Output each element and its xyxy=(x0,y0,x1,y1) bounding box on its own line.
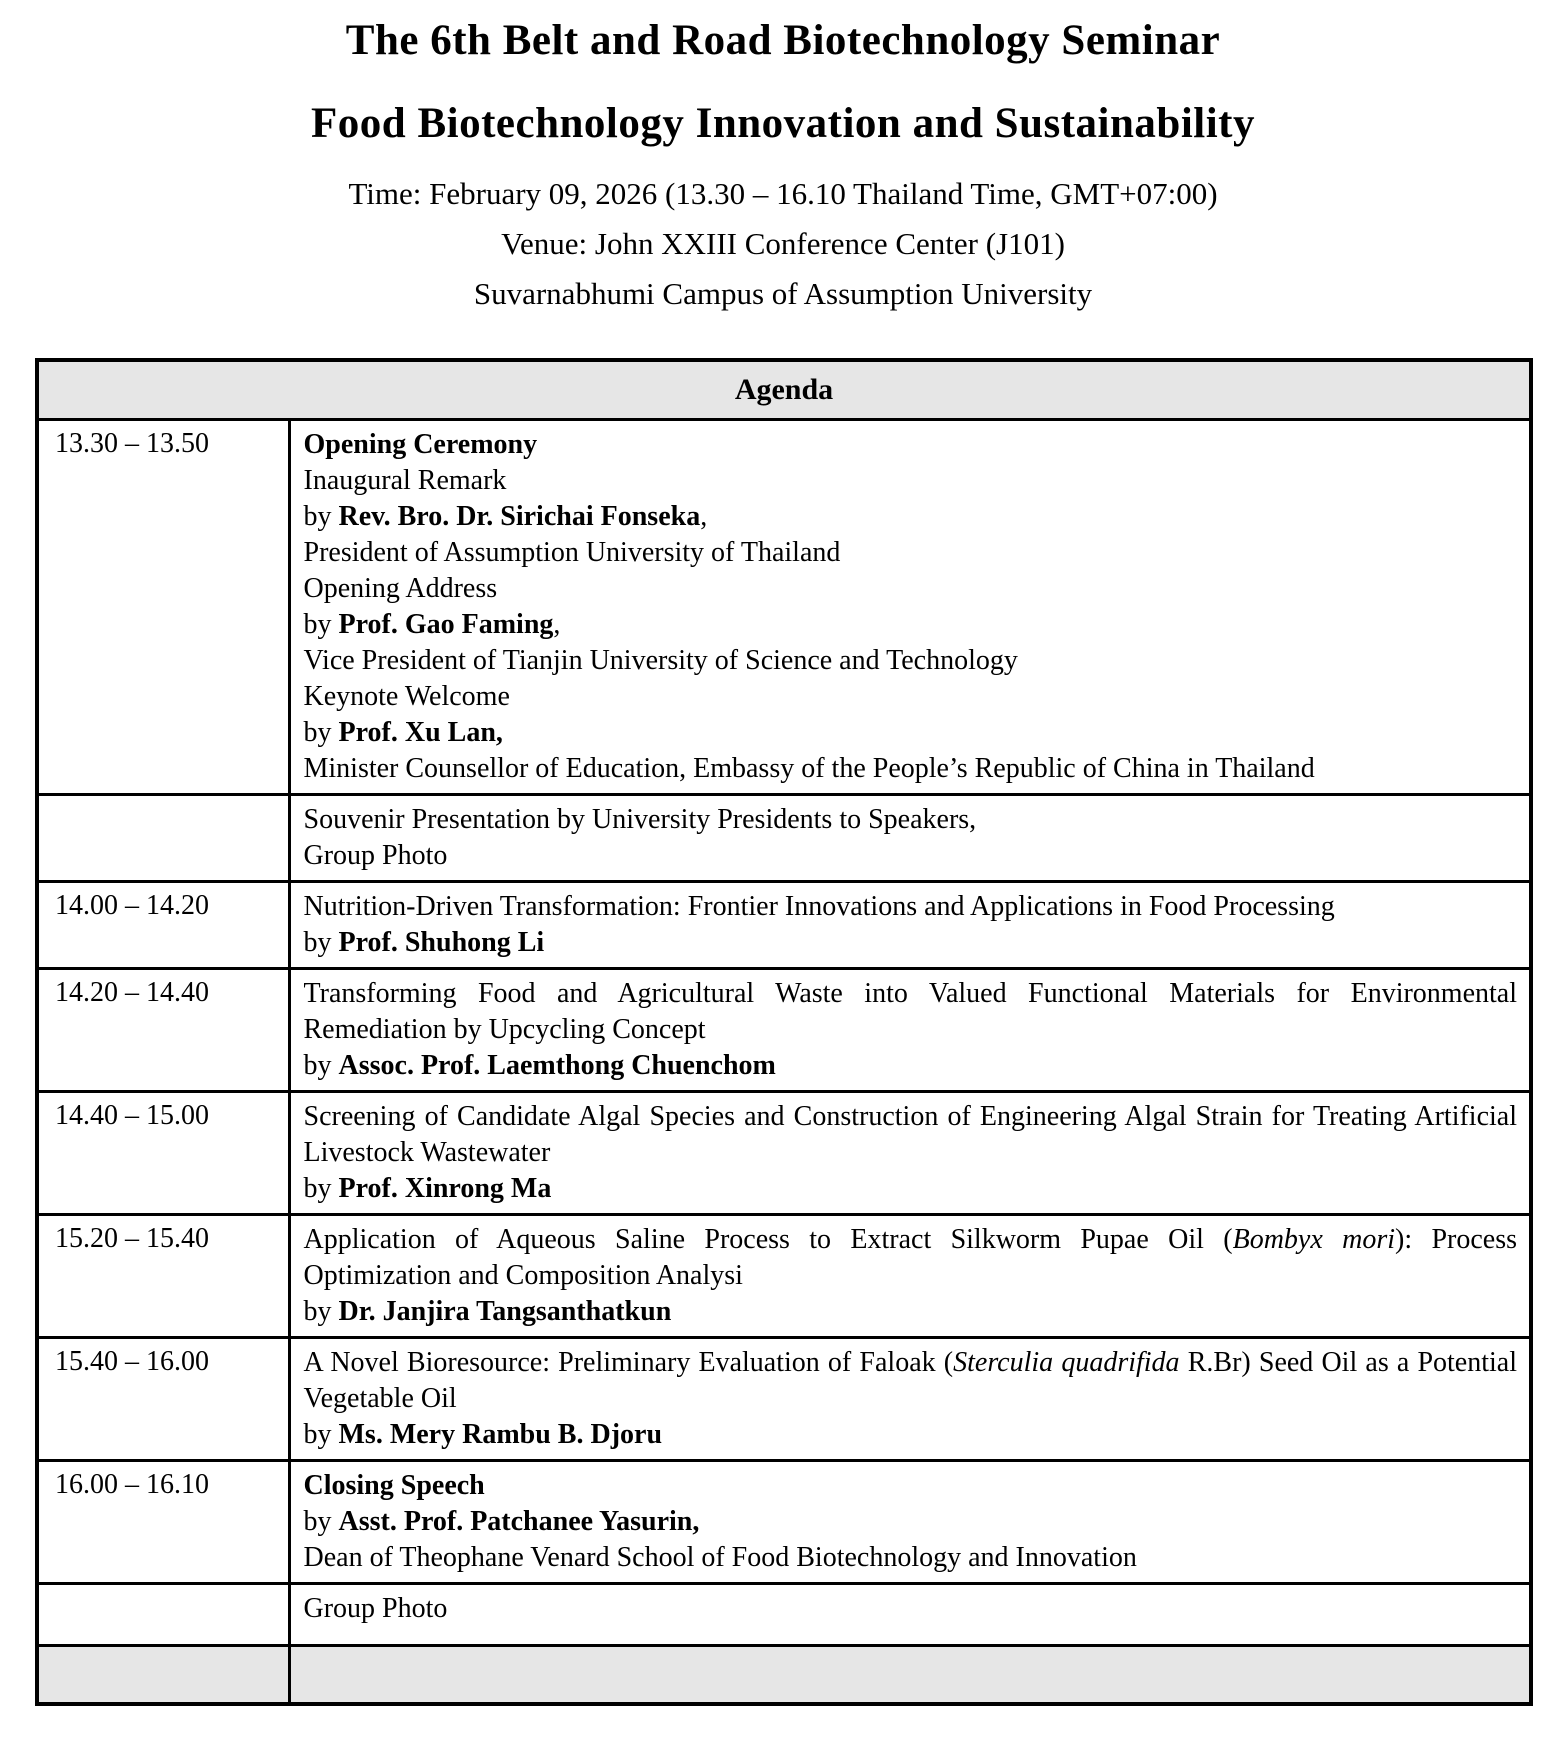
agenda-line xyxy=(304,679,1518,715)
agenda-header-cell: Agenda xyxy=(37,360,1531,420)
agenda-text-segment: , xyxy=(700,501,708,532)
agenda-text-segment: by xyxy=(303,609,339,640)
agenda-text-segment: by xyxy=(303,1050,339,1081)
agenda-line xyxy=(304,1171,1518,1207)
time-cell: 14.00 – 14.20 xyxy=(37,882,289,969)
agenda-text-segment: Sterculia quadrifida xyxy=(953,1347,1180,1378)
agenda-text-segment: Bombyx mori xyxy=(1232,1224,1396,1255)
agenda-text-segment: Prof. Gao Faming xyxy=(338,609,554,640)
agenda-text-segment: A Novel Bioresource: Preliminary Evaluation of Faloak ( xyxy=(303,1347,954,1378)
agenda-text-segment: Screening of Candidate Algal Species and Construction of Engineering Algal Strain for Treating Artificial Livestock Wastewater xyxy=(303,1101,1517,1168)
agenda-text-segment: President of Assumption University of Thailand xyxy=(303,537,841,568)
time-cell: 15.40 – 16.00 xyxy=(37,1338,289,1461)
agenda-line xyxy=(304,889,1518,925)
table-row xyxy=(37,1092,1531,1215)
agenda-text-segment: Vice President of Tianjin University of Science and Technology xyxy=(303,645,1018,676)
table-row xyxy=(37,420,1531,795)
table-row xyxy=(37,1215,1531,1338)
agenda-text-segment: Inaugural Remark xyxy=(303,465,507,496)
agenda-line xyxy=(304,976,1518,1048)
content-cell xyxy=(289,882,1531,969)
agenda-text-segment: Minister Counsellor of Education, Embassy of the People’s Republic of China in Thailand xyxy=(303,753,1315,784)
agenda-line xyxy=(304,838,1518,874)
table-row xyxy=(37,969,1531,1092)
agenda-text-segment: by xyxy=(303,1173,339,1204)
time-cell xyxy=(37,795,289,882)
agenda-line xyxy=(304,925,1518,961)
agenda-line xyxy=(304,1591,1518,1627)
time-cell xyxy=(37,1646,289,1704)
event-venue-line: Venue: John XXIII Conference Center (J101) xyxy=(501,226,1065,261)
agenda-line xyxy=(304,1345,1518,1417)
document-title: The 6th Belt and Road Biotechnology Seminar xyxy=(345,17,1221,64)
agenda-text-segment: Prof. Shuhong Li xyxy=(338,927,545,958)
agenda-line xyxy=(304,1099,1518,1171)
table-row xyxy=(37,795,1531,882)
agenda-text-segment: Keynote Welcome xyxy=(303,681,510,712)
content-cell xyxy=(289,1461,1531,1584)
agenda-text-segment: Rev. Bro. Dr. Sirichai Fonseka xyxy=(338,501,701,532)
agenda-text-segment: Opening Ceremony xyxy=(303,429,538,460)
agenda-text-segment: Application of Aqueous Saline Process to Extract Silkworm Pupae Oil ( xyxy=(303,1224,1233,1255)
document-header xyxy=(0,16,1566,312)
agenda-text-segment: Souvenir Presentation by University Presidents to Speakers, xyxy=(303,804,977,835)
time-cell: 13.30 – 13.50 xyxy=(37,420,289,795)
time-cell: 16.00 – 16.10 xyxy=(37,1461,289,1584)
content-cell xyxy=(289,1584,1531,1646)
agenda-text-segment: Prof. Xinrong Ma xyxy=(338,1173,552,1204)
agenda-text-segment: by xyxy=(303,1506,339,1537)
document-subtitle: Food Biotechnology Innovation and Sustainability xyxy=(311,100,1255,147)
agenda-line xyxy=(304,1222,1518,1294)
agenda-line xyxy=(304,1048,1518,1084)
agenda-line xyxy=(304,715,1518,751)
agenda-text-segment: by xyxy=(303,501,339,532)
agenda-text-segment: Transforming Food and Agricultural Waste into Valued Functional Materials for Environmental Remediation by Upcycling Concept xyxy=(303,978,1517,1045)
agenda-text-segment: Group Photo xyxy=(303,1593,448,1624)
agenda-line xyxy=(304,1504,1518,1540)
table-row xyxy=(37,1461,1531,1584)
table-row xyxy=(37,1584,1531,1646)
agenda-line xyxy=(304,643,1518,679)
agenda-text-segment: , xyxy=(553,609,561,640)
agenda-text-segment: by xyxy=(303,717,339,748)
agenda-text-segment: Asst. Prof. Patchanee Yasurin, xyxy=(338,1506,700,1537)
content-cell xyxy=(289,1092,1531,1215)
content-cell xyxy=(289,969,1531,1092)
agenda-text-segment: Prof. Xu Lan, xyxy=(338,717,503,748)
agenda-line xyxy=(304,1540,1518,1576)
agenda-text-segment: Opening Address xyxy=(303,573,498,604)
agenda-line xyxy=(304,463,1518,499)
content-cell xyxy=(289,1646,1531,1704)
agenda-line xyxy=(304,1294,1518,1330)
table-row xyxy=(37,1646,1531,1704)
agenda-body xyxy=(37,420,1531,1704)
content-cell xyxy=(289,795,1531,882)
agenda-line xyxy=(304,802,1518,838)
agenda-text-segment: Closing Speech xyxy=(303,1470,485,1501)
table-row xyxy=(37,1338,1531,1461)
content-cell xyxy=(289,1215,1531,1338)
event-time-line: Time: February 09, 2026 (13.30 – 16.10 Thailand Time, GMT+07:00) xyxy=(348,176,1218,211)
agenda-text-segment: Ms. Mery Rambu B. Djoru xyxy=(338,1419,663,1450)
document-page xyxy=(0,16,1566,1754)
agenda-text-segment: Assoc. Prof. Laemthong Chuenchom xyxy=(338,1050,776,1081)
time-cell: 14.20 – 14.40 xyxy=(37,969,289,1092)
event-campus-line: Suvarnabhumi Campus of Assumption University xyxy=(473,276,1093,311)
agenda-text-segment: by xyxy=(303,927,339,958)
content-cell xyxy=(289,420,1531,795)
agenda-text-segment: by xyxy=(303,1296,339,1327)
agenda-line xyxy=(304,571,1518,607)
content-cell xyxy=(289,1338,1531,1461)
agenda-line xyxy=(304,751,1518,787)
agenda-line xyxy=(304,1468,1518,1504)
agenda-line xyxy=(304,535,1518,571)
agenda-line xyxy=(304,607,1518,643)
agenda-text-segment: by xyxy=(303,1419,339,1450)
agenda-text-segment: Dr. Janjira Tangsanthatkun xyxy=(338,1296,672,1327)
time-cell: 15.20 – 15.40 xyxy=(37,1215,289,1338)
agenda-text-segment: Nutrition-Driven Transformation: Frontier Innovations and Applications in Food Processing xyxy=(303,891,1335,922)
agenda-text-segment: R.Br) Seed Oil as a Potential Vegetable Oil xyxy=(303,1347,1517,1414)
agenda-line xyxy=(304,499,1518,535)
agenda-line xyxy=(304,427,1518,463)
agenda-text-segment: Group Photo xyxy=(303,840,448,871)
agenda-header-row xyxy=(37,360,1531,420)
agenda-table xyxy=(35,358,1533,1706)
agenda-text-segment: Dean of Theophane Venard School of Food Biotechnology and Innovation xyxy=(303,1542,1137,1573)
agenda-text-segment: ): Process Optimization and Composition Analysi xyxy=(303,1224,1518,1291)
time-cell: 14.40 – 15.00 xyxy=(37,1092,289,1215)
table-row xyxy=(37,882,1531,969)
time-cell xyxy=(37,1584,289,1646)
agenda-line xyxy=(304,1417,1518,1453)
